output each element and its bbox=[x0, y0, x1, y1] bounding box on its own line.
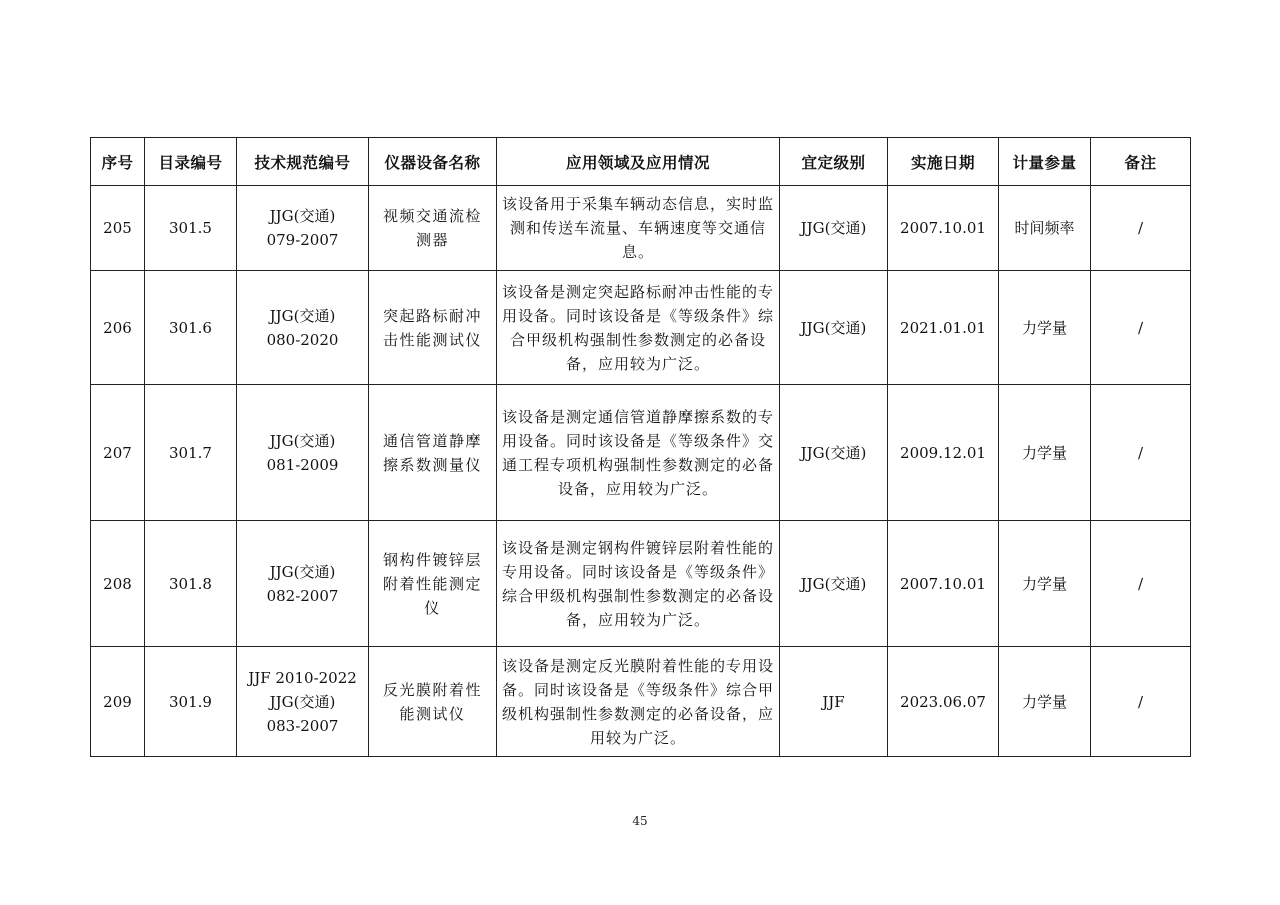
cell-spec-no: JJG(交通) 082-2007 bbox=[237, 521, 369, 647]
cell-parameter: 时间频率 bbox=[999, 186, 1091, 271]
cell-date: 2009.12.01 bbox=[888, 385, 999, 521]
cell-parameter: 力学量 bbox=[999, 647, 1091, 757]
table-row bbox=[91, 186, 1191, 271]
cell-remark: / bbox=[1091, 647, 1191, 757]
cell-catalog-no: 301.7 bbox=[145, 385, 237, 521]
header-parameter: 计量参量 bbox=[999, 138, 1091, 186]
cell-date: 2023.06.07 bbox=[888, 647, 999, 757]
cell-device-name: 钢构件镀锌层 附着性能测定 仪 bbox=[369, 521, 497, 647]
cell-seq: 207 bbox=[91, 385, 145, 521]
table-row bbox=[91, 385, 1191, 521]
cell-seq: 208 bbox=[91, 521, 145, 647]
cell-spec-no: JJG(交通) 079-2007 bbox=[237, 186, 369, 271]
header-remark: 备注 bbox=[1091, 138, 1191, 186]
cell-date: 2007.10.01 bbox=[888, 521, 999, 647]
cell-level: JJG(交通) bbox=[780, 186, 888, 271]
cell-level: JJF bbox=[780, 647, 888, 757]
cell-catalog-no: 301.9 bbox=[145, 647, 237, 757]
cell-device-name: 反光膜附着性 能测试仪 bbox=[369, 647, 497, 757]
cell-remark: / bbox=[1091, 521, 1191, 647]
page-number: 45 bbox=[632, 814, 648, 828]
cell-date: 2007.10.01 bbox=[888, 186, 999, 271]
cell-device-name: 突起路标耐冲 击性能测试仪 bbox=[369, 271, 497, 385]
header-spec-no: 技术规范编号 bbox=[237, 138, 369, 186]
cell-spec-no: JJG(交通) 080-2020 bbox=[237, 271, 369, 385]
cell-catalog-no: 301.6 bbox=[145, 271, 237, 385]
cell-level: JJG(交通) bbox=[780, 521, 888, 647]
header-date: 实施日期 bbox=[888, 138, 999, 186]
cell-parameter: 力学量 bbox=[999, 385, 1091, 521]
header-row bbox=[91, 138, 1191, 186]
header-level: 宜定级别 bbox=[780, 138, 888, 186]
cell-seq: 209 bbox=[91, 647, 145, 757]
cell-date: 2021.01.01 bbox=[888, 271, 999, 385]
cell-application: 该设备是测定突起路标耐冲击性能的专用设备。同时该设备是《等级条件》综合甲级机构强制性参数测定的必备设备，应用较为广泛。 bbox=[497, 271, 780, 385]
cell-level: JJG(交通) bbox=[780, 271, 888, 385]
instrument-catalog-table bbox=[90, 137, 1191, 757]
header-application: 应用领域及应用情况 bbox=[497, 138, 780, 186]
cell-remark: / bbox=[1091, 186, 1191, 271]
cell-catalog-no: 301.5 bbox=[145, 186, 237, 271]
cell-parameter: 力学量 bbox=[999, 521, 1091, 647]
cell-application: 该设备是测定通信管道静摩擦系数的专用设备。同时该设备是《等级条件》交通工程专项机构强制性参数测定的必备设备，应用较为广泛。 bbox=[497, 385, 780, 521]
cell-level: JJG(交通) bbox=[780, 385, 888, 521]
cell-spec-no: JJG(交通) 081-2009 bbox=[237, 385, 369, 521]
cell-application: 该设备是测定反光膜附着性能的专用设备。同时该设备是《等级条件》综合甲级机构强制性参数测定的必备设备，应用较为广泛。 bbox=[497, 647, 780, 757]
cell-catalog-no: 301.8 bbox=[145, 521, 237, 647]
header-device-name: 仪器设备名称 bbox=[369, 138, 497, 186]
cell-application: 该设备用于采集车辆动态信息，实时监测和传送车流量、车辆速度等交通信息。 bbox=[497, 186, 780, 271]
cell-application: 该设备是测定钢构件镀锌层附着性能的专用设备。同时该设备是《等级条件》综合甲级机构强制性参数测定的必备设备，应用较为广泛。 bbox=[497, 521, 780, 647]
table-row bbox=[91, 521, 1191, 647]
cell-device-name: 视频交通流检 测器 bbox=[369, 186, 497, 271]
cell-parameter: 力学量 bbox=[999, 271, 1091, 385]
table-row bbox=[91, 647, 1191, 757]
cell-remark: / bbox=[1091, 271, 1191, 385]
cell-seq: 205 bbox=[91, 186, 145, 271]
table-row bbox=[91, 271, 1191, 385]
cell-device-name: 通信管道静摩 擦系数测量仪 bbox=[369, 385, 497, 521]
header-seq: 序号 bbox=[91, 138, 145, 186]
cell-seq: 206 bbox=[91, 271, 145, 385]
cell-spec-no: JJF 2010-2022 JJG(交通) 083-2007 bbox=[237, 647, 369, 757]
cell-remark: / bbox=[1091, 385, 1191, 521]
header-catalog-no: 目录编号 bbox=[145, 138, 237, 186]
